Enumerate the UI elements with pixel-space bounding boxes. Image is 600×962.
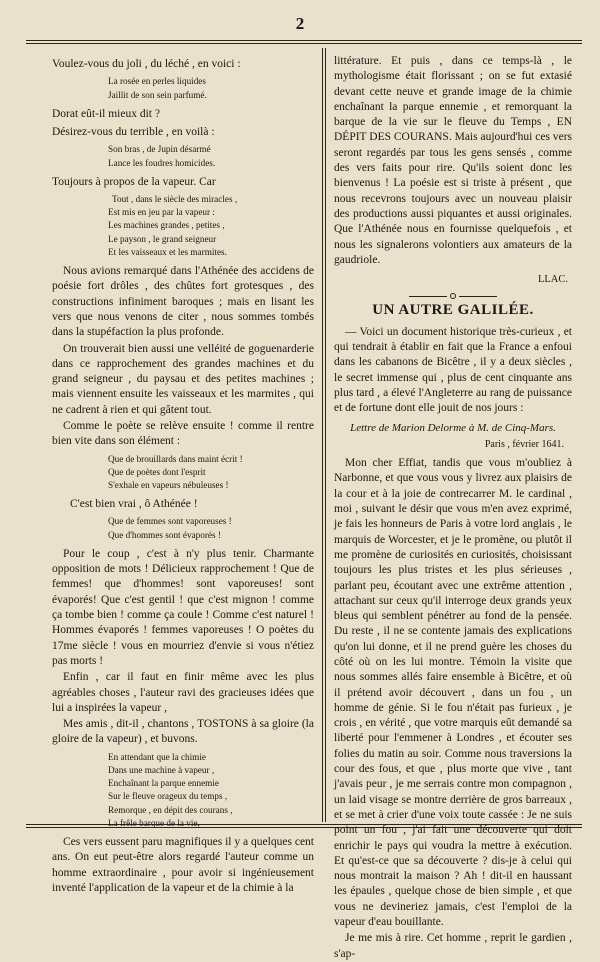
ornament-bar	[459, 296, 497, 297]
letter-title: Lettre de Marion Delorme à M. de Cinq-Mars.	[350, 421, 556, 434]
verse-block	[52, 751, 314, 830]
page-number: 2	[295, 14, 305, 33]
signature: LLAC.	[537, 274, 568, 286]
verse-line: Les machines grandes , petites ,	[108, 220, 225, 231]
verse-block	[52, 193, 314, 259]
lead-line: Voulez-vous du joli , du léché , en voici :	[52, 58, 241, 70]
paragraph: On trouverait bien aussi une velléité de goguenarderie dans ce rapprochement des grandes machines et du grand seigneur , du paysau et des petites machines ; mais viennent ensuite les vaisseaux et les marmites , qui ne cadrent à rien et qui gâtent tout.	[52, 342, 314, 416]
verse-block	[52, 453, 314, 493]
paragraph: Mon cher Effiat, tandis que vous m'oubliez à Narbonne, et que vous vous y livrez aux plaisirs de la cour et à la joie de contrecarrer M. le cardinal , moi , suivant le désir que vous m'en avez exprimé, je fais les honneurs de Paris à votre lord anglais , le marquis de Worcester, et je le promène, ou plutôt il me promène de curiosités en curiosités, choisissant toujours les plus tristes et les plus sérieuses , parlant peu, écoutant avec une extrême attention , attachant sur ceux qu'il interroge deux grands yeux bleus qui semblent pénétrer au fond de la pensée. Du reste , il ne se contente jamais des explications qu'on lui donne, et il ne prend guère les choses du côté où on les lui montre. Témoin la visite que nous sommes allés faire ensemble à Bicêtre, et où il prétend avoir découvert , dans un fou , un homme de génie. Si le fou n'était pas furieux , je crois , en vérité , que votre marquis eût demandé sa liberté pour l'emmener à Londres , et écouter ses folies du matin au soir. Comme nous traversions la cour des fous, et que , plus morte que vive , tant j'avais peur , je me serrais contre mon compagnon , un laid visage se montre derrière de gros barreaux , et se met à crier d'une voix toute cassée : Je ne suis point un fou , j'ai fait une découverte qui doit enrichir le pays qui voudra la mettre à exécution. Et qu'est-ce que sa découverte ? dis-je à celui qui nous montrait la maison ? Ah ! dit-il en haussant les épaules , quelque chose de bien simple , et que vous ne devineriez jamais, c'est l'emploi de la vapeur d'eau bouillante.	[334, 457, 572, 929]
paragraph: Mes amis , dit-il , chantons , TOSTONS à sa gloire (la gloire de la vapeur) , et buvons.	[52, 718, 314, 746]
verse-line: Que de poètes dont l'esprit	[108, 466, 206, 477]
verse-block	[52, 515, 314, 541]
verse-line: Tout , dans le siècle des miracles ,	[112, 194, 238, 204]
lead-line: Désirez-vous du terrible , en voilà :	[52, 126, 215, 138]
verse-line: Le payson , le grand seigneur	[108, 233, 217, 244]
lead-line: Dorat eût-il mieux dit ?	[52, 107, 160, 120]
verse-line: Remorque , en dépit des courans ,	[108, 804, 233, 815]
verse-block	[52, 75, 314, 101]
fleuron-ornament	[334, 293, 572, 299]
article-heading: UN AUTRE GALILÉE.	[372, 302, 534, 319]
lead-line: Toujours à propos de la vapeur. Car	[52, 175, 216, 188]
verse-line: Que de brouillards dans maint écrit !	[108, 453, 243, 464]
ornament-dot	[450, 293, 456, 299]
verse-line: Que d'hommes sont évaporés !	[108, 529, 221, 540]
verse-line: Enchaînant la parque ennemie	[108, 778, 219, 789]
top-rule	[26, 40, 582, 44]
letter-date: Paris , février 1641.	[484, 438, 564, 450]
ornament-bar	[409, 296, 447, 297]
verse-line: Que de femmes sont vaporeuses !	[108, 516, 232, 527]
paragraph: Comme le poète se relève ensuite ! comme il rentre bien vite dans son élément :	[52, 419, 314, 448]
paragraph: Enfin , car il faut en finir même avec les plus agréables choses , l'auteur ravi des gracieuses idées que lui a inspirées la vapeur ,	[52, 671, 314, 714]
paragraph: — Voici un document historique très-curieux , et qui tendrait à établir en fait que la France a enfoui dans les cabanons de Bicêtre , il y a deux siècles , le secret immense qui , plus de cent cinquante ans plus tard , a élevé l'Angleterre au rang de puissance et de fortune dont elle jouit de nos jours :	[334, 325, 572, 415]
verse-line: Lance les foudres homicides.	[108, 157, 216, 168]
verse-line: Sur le fleuve orageux du temps ,	[108, 791, 228, 802]
column-divider	[322, 48, 326, 822]
verse-line: La rosée en perles liquides	[108, 76, 206, 87]
paragraph: Pour le coup , c'est à n'y plus tenir. Charmante opposition de mots ! Délicieux rapprochement ! Que de femmes! que d'hommes! sont vaporeuses! sont évaporés! Que c'est gentil ! que c'est mignon ! comme ça tombe bien ! comme ça coule ! Comme c'est naturel ! Hommes évaporés ! femmes vaporeuses ! O poètes du 17me siècle ! vous en mourriez d'envie si vous n'étiez pas morts !	[52, 547, 314, 667]
verse-line: Est mis en jeu par la vapeur :	[108, 207, 215, 218]
left-column	[52, 54, 314, 894]
right-column	[334, 54, 572, 960]
verse-line: En attendant que la chimie	[108, 751, 206, 762]
verse-line: Et les vaisseaux et les marmites.	[108, 246, 227, 257]
paragraph: littérature. Et puis , dans ce temps-là , le mythologisme était florissant ; on se fut extasié devant cette neuve et grande image de la chimie enchaînant la parque ennemie , et remorquant la barque de la vie sur le fleuve du Temps , EN DÉPIT DES COURANS. Mais aujourd'hui ces vers seront regardés par tous les gens sensés , comme des vers faits pour rire. Qu'ils soient donc les bienvenus ! La poésie est si triste à présent , que nous recevrons toujours avec un nouveau plaisir des productions aussi piquantes et aussi originales. Que l'Athénée nous en fournisse quelquefois , et nous les signalerons volontiers aux amateurs de la gaudriole.	[334, 55, 572, 266]
lead-line: C'est bien vrai , ô Athénée !	[70, 498, 198, 511]
verse-line: Son bras , de Jupin désarmé	[108, 144, 211, 155]
paragraph: Je me mis à rire. Cet homme , reprit le gardien , s'ap-	[334, 932, 572, 960]
verse-line: La frêle barque de la vie,	[108, 817, 200, 828]
paragraph: Nous avions remarqué dans l'Athénée des accidens de poésie fort drôles , des chûtes fort grotesques , des constructions infiniment baroques ; mais en lisant les vers que nous venons de citer , nous sommes tombés dans la stupéfaction la plus profonde.	[52, 265, 314, 339]
verse-line: S'exhale en vapeurs nébuleuses !	[108, 479, 229, 490]
verse-line: Dans une machine à vapeur ,	[108, 764, 215, 775]
paragraph: Ces vers eussent paru magnifiques il y a quelques cent ans. On eut peut-être alors regardé l'auteur comme un homme extraordinaire , pour avoir si ingénieusement inventé l'application de la vapeur et de la chimie à la	[52, 835, 314, 894]
verse-block	[52, 143, 314, 169]
verse-line: Jaillit de son sein parfumé.	[108, 89, 207, 100]
